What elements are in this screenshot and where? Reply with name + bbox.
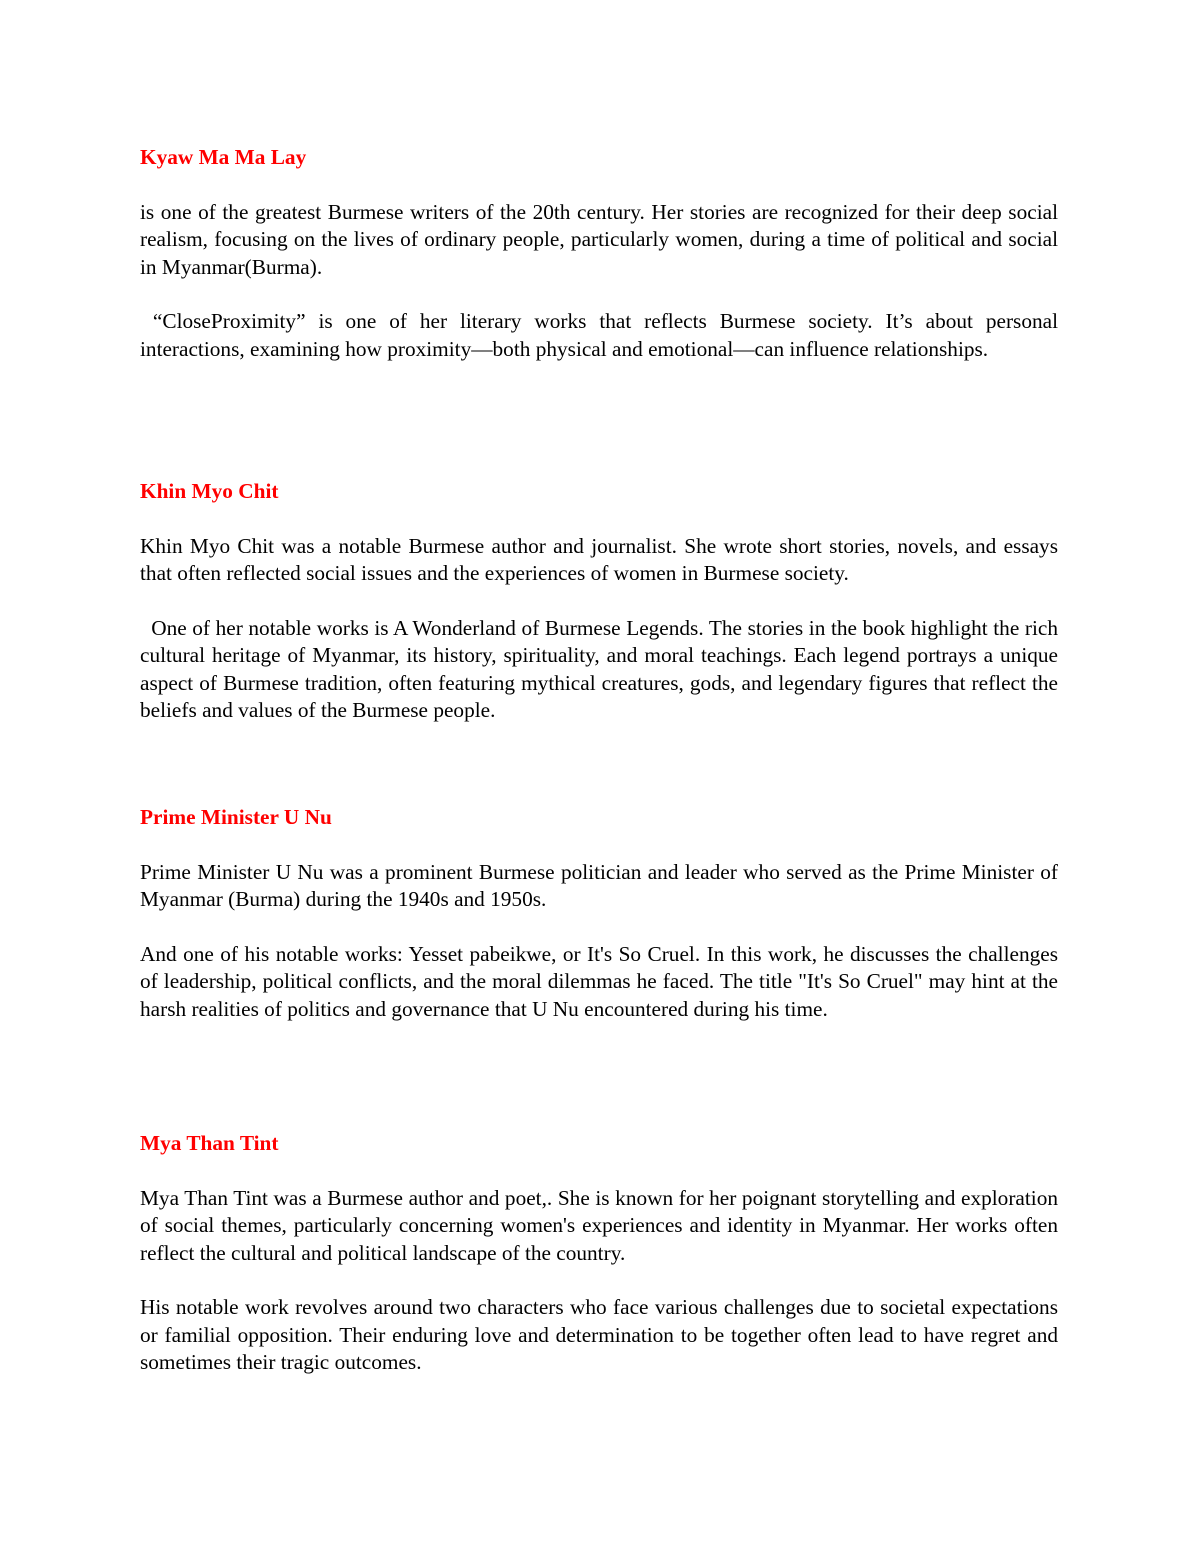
section-paragraph: His notable work revolves around two characters who face various challenges due to societal expectations or familial opposition. Their enduring love and determination to be together often lead to have regret and sometimes their tragic outcomes. bbox=[140, 1295, 1058, 1375]
section-heading: Kyaw Ma Ma Lay bbox=[140, 145, 307, 169]
section-kyaw-ma-ma-lay bbox=[140, 144, 1064, 363]
section-heading: Khin Myo Chit bbox=[140, 479, 279, 503]
document-page bbox=[140, 0, 1064, 1553]
section-paragraph: “CloseProximity” is one of her literary works that reflects Burmese society. It’s about personal interactions, examining how proximity—both physical and emotional—can influence relationships. bbox=[140, 309, 1064, 361]
section-prime-minister-u-nu bbox=[140, 804, 1058, 1023]
section-paragraph: is one of the greatest Burmese writers of the 20th century. Her stories are recognized for their deep social realism, focusing on the lives of ordinary people, particularly women, during a time of political and social in Myanmar(Burma). bbox=[140, 200, 1058, 279]
section-heading: Prime Minister U Nu bbox=[140, 805, 332, 829]
section-paragraph: Khin Myo Chit was a notable Burmese author and journalist. She wrote short stories, novels, and essays that often reflected social issues and the experiences of women in Burmese society. bbox=[140, 534, 1058, 586]
section-paragraph: Prime Minister U Nu was a prominent Burmese politician and leader who served as the Prime Minister of Myanmar (Burma) during the 1940s and 1950s. bbox=[140, 860, 1058, 912]
section-heading: Mya Than Tint bbox=[140, 1131, 279, 1155]
section-paragraph: And one of his notable works: Yesset pabeikwe, or It's So Cruel. In this work, he discusses the challenges of leadership, political conflicts, and the moral dilemmas he faced. The title "It's So Cruel" may hint at the harsh realities of politics and governance that U Nu encountered during his time. bbox=[140, 941, 1058, 1021]
section-paragraph: Mya Than Tint was a Burmese author and poet,. She is known for her poignant storytelling and exploration of social themes, particularly concerning women's experiences and identity in Myanmar. Her works often reflect the cultural and political landscape of the country. bbox=[140, 1186, 1058, 1265]
section-paragraph: One of her notable works is A Wonderland of Burmese Legends. The stories in the book highlight the rich cultural heritage of Myanmar, its history, spirituality, and moral teachings. Each legend portrays a unique aspect of Burmese tradition, often featuring mythical creatures, gods, and legendary figures that reflect the beliefs and values of the Burmese people. bbox=[140, 615, 1064, 723]
section-mya-than-tint bbox=[140, 1130, 1058, 1376]
section-khin-myo-chit bbox=[140, 478, 1064, 724]
